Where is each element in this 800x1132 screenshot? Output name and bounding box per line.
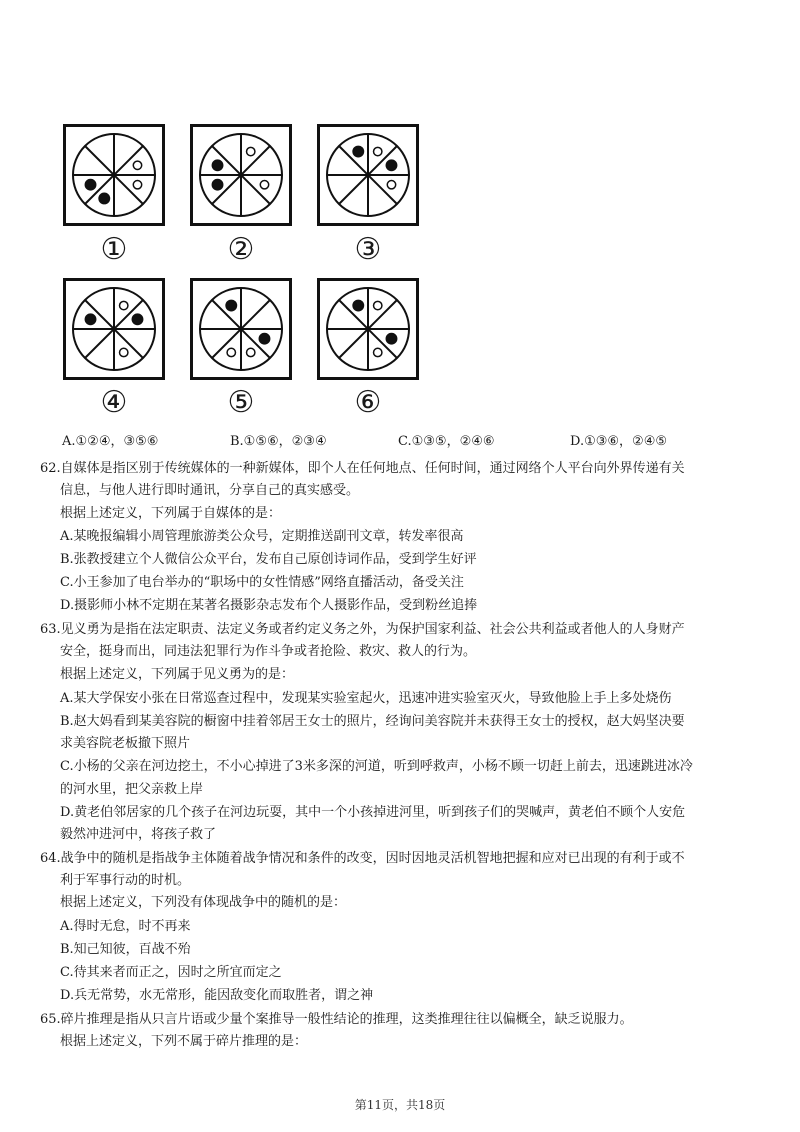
q61-option-d: D.①③⑥，②④⑤ [570, 434, 668, 449]
q63-option-d-line-2: 毅然冲进河中，将孩子救了 [60, 827, 217, 842]
q62-stem-line-2: 信息，与他人进行即时通讯，分享自己的真实感受。 [60, 483, 360, 498]
figure-panel-6 [317, 278, 419, 380]
q63-option-c-line-1: C.小杨的父亲在河边挖土，不小心掉进了3米多深的河道，听到呼救声，小杨不顾一切赶上前去，迅速跳进冰冷 [60, 759, 693, 774]
q63-stem-line-1: 63.见义勇为是指在法定职责、法定义务或者约定义务之外，为保护国家利益、社会公共利益或者他人的人身财产 [40, 622, 685, 637]
q63-option-d-line-1: D.黄老伯邻居家的几个孩子在河边玩耍，其中一个小孩掉进河里，听到孩子们的哭喊声，黄老伯不顾个人安危 [60, 805, 686, 820]
figure-label-4: ④ [100, 385, 128, 420]
q62-stem-line-1: 62.自媒体是指区别于传统媒体的一种新媒体，即个人在任何地点、任何时间，通过网络个人平台向外界传递有关 [40, 461, 685, 476]
figure-4-svg [63, 278, 165, 380]
figure-panel-5 [190, 278, 292, 380]
q64-option-b: B.知己知彼，百战不殆 [60, 942, 191, 957]
q63-option-c-line-2: 的河水里，把父亲救上岸 [60, 782, 204, 797]
figure-6-svg [317, 278, 419, 380]
q64-option-d: D.兵无常势，水无常形，能因敌变化而取胜者，谓之神 [60, 988, 374, 1003]
white-dot [387, 181, 395, 189]
black-dot [212, 160, 222, 170]
figure-5-svg [190, 278, 292, 380]
black-dot [85, 180, 95, 190]
white-dot [374, 301, 382, 309]
white-dot [374, 348, 382, 356]
page-footer: 第11页，共18页 [354, 1098, 446, 1112]
white-dot [120, 301, 128, 309]
q65-stem-line-1: 65.碎片推理是指从只言片语或少量个案推导一般性结论的推理，这类推理往往以偏概全，缺乏说服力。 [40, 1012, 633, 1027]
q62-prompt: 根据上述定义，下列属于自媒体的是： [60, 506, 282, 521]
white-dot [133, 161, 141, 169]
q63-option-a: A.某大学保安小张在日常巡查过程中，发现某实验室起火，迅速冲进实验室灭火，导致他脸上手上多处烧伤 [60, 691, 672, 706]
black-dot [85, 314, 95, 324]
figure-panel-4 [63, 278, 165, 380]
black-dot [386, 334, 396, 344]
black-dot [386, 160, 396, 170]
black-dot [99, 193, 109, 203]
black-dot [353, 300, 363, 310]
q62-option-c: C.小王参加了电台举办的“职场中的女性情感”网络直播活动，备受关注 [60, 575, 464, 590]
white-dot [247, 348, 255, 356]
q61-option-b: B.①⑤⑥，②③④ [230, 434, 327, 449]
white-dot [227, 348, 235, 356]
q63-prompt: 根据上述定义，下列属于见义勇为的是： [60, 667, 295, 682]
q64-option-c: C.待其来者而正之，因时之所宜而定之 [60, 965, 282, 980]
figure-panel-1 [63, 124, 165, 226]
q61-option-a: A.①②④，③⑤⑥ [62, 434, 159, 449]
figure-3-svg [317, 124, 419, 226]
black-dot [259, 334, 269, 344]
white-dot [120, 348, 128, 356]
q62-option-b: B.张教授建立个人微信公众平台，发布自己原创诗词作品，受到学生好评 [60, 552, 477, 567]
figure-1-svg [63, 124, 165, 226]
black-dot [353, 146, 363, 156]
q64-option-a: A.得时无怠，时不再来 [60, 919, 191, 934]
figure-2-svg [190, 124, 292, 226]
figure-label-2: ② [227, 232, 255, 267]
q64-prompt: 根据上述定义，下列没有体现战争中的随机的是： [60, 895, 347, 910]
figure-label-5: ⑤ [227, 385, 255, 420]
figure-label-1: ① [100, 232, 128, 267]
q63-option-b-line-1: B.赵大妈看到某美容院的橱窗中挂着邻居王女士的照片，经询问美容院并未获得王女士的授权，赵大妈坚决要 [60, 714, 685, 729]
black-dot [132, 314, 142, 324]
white-dot [247, 147, 255, 155]
white-dot [374, 147, 382, 155]
white-dot [133, 181, 141, 189]
black-dot [226, 300, 236, 310]
figure-label-6: ⑥ [354, 385, 382, 420]
figure-label-3: ③ [354, 232, 382, 267]
black-dot [212, 180, 222, 190]
figure-panel-3 [317, 124, 419, 226]
q64-stem-line-2: 利于军事行动的时机。 [60, 873, 191, 888]
q61-option-c: C.①③⑤，②④⑥ [398, 434, 495, 449]
q64-stem-line-1: 64.战争中的随机是指战争主体随着战争情况和条件的改变，因时因地灵活机智地把握和应对已出现的有利于或不 [40, 851, 685, 866]
figure-panel-2 [190, 124, 292, 226]
q62-option-a: A.某晚报编辑小周管理旅游类公众号，定期推送副刊文章，转发率很高 [60, 529, 464, 544]
white-dot [260, 181, 268, 189]
q62-option-d: D.摄影师小林不定期在某著名摄影杂志发布个人摄影作品，受到粉丝追捧 [60, 598, 478, 613]
q63-stem-line-2: 安全，挺身而出，同违法犯罪行为作斗争或者抢险、救灾、救人的行为。 [60, 644, 477, 659]
q65-prompt: 根据上述定义，下列不属于碎片推理的是： [60, 1034, 308, 1049]
q63-option-b-line-2: 求美容院老板撤下照片 [60, 736, 191, 751]
